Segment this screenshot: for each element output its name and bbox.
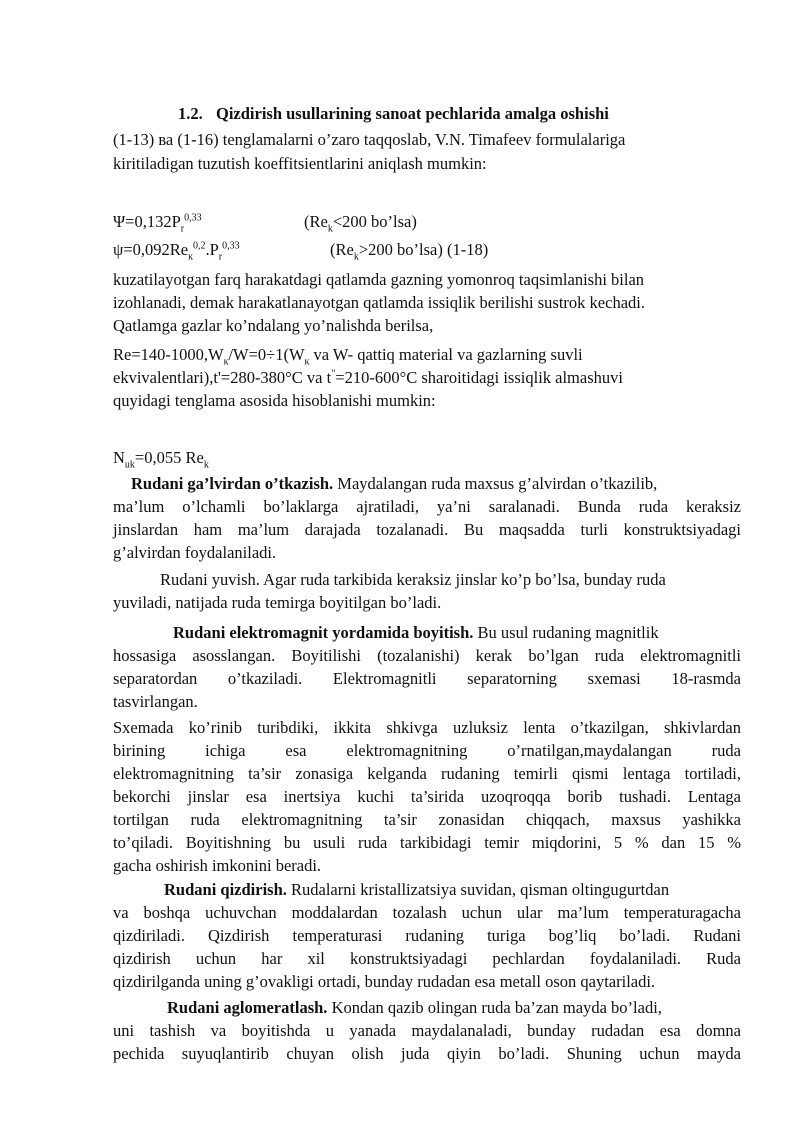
text-line: hossasiga asosslangan. Boyitilishi (tozalanishi) kerak bo’lgan ruda elektromagnitli bbox=[113, 646, 741, 665]
intro-line: kiritiladigan tuzutish koeffitsientlarini aniqlash mumkin: bbox=[113, 154, 487, 173]
formula-psi-2: $\psi=0,092Re_к^{0,2}.P_r^{0,33}$ ($Re_k>200$ bo’lsa) (1-18) bbox=[113, 240, 489, 263]
paragraph-magnetic: Rudani elektromagnit yordamida boyitish. Bu usul rudaning magnitlik bbox=[173, 623, 659, 642]
conditions-line: ekvivalentlari),t'=280-380°C va t"=210-600°C sharoitidagi issiqlik almashuvi bbox=[113, 368, 623, 387]
text-line: ma’lum o’lchamli bo’laklarga ajratiladi, ya’ni saralanadi. Bunda ruda keraksiz bbox=[113, 497, 741, 516]
text-line: va boshqa uchuvchan moddalardan tozalash uchun ular ma’lum temperaturagacha bbox=[113, 903, 741, 922]
text-line: birining ichiga esa elektromagnitning o’rnatilgan,maydalangan ruda bbox=[113, 741, 741, 760]
text-line: to’qiladi. Boyitishning bu usuli ruda tarkibidagi temir miqdorini, 5 % dan 15 % bbox=[113, 833, 741, 852]
intro-line: (1-13) ва (1-16) tenglamalarni o’zaro taqqoslab, V.N. Timafeev formulalariga bbox=[113, 130, 626, 149]
nusselt-formula: $N_{uk}=0,055$ $Re_k$ bbox=[113, 448, 209, 471]
paragraph-title: Rudani ga’lvirdan o’tkazish. bbox=[131, 474, 334, 493]
text-line: elektromagnitning ta’sir zonasiga kelganda rudaning temirli qismi lentaga tortiladi, bbox=[113, 764, 741, 783]
text-line: g’alvirdan foydalaniladi. bbox=[113, 543, 277, 562]
text-line: qizdirish uchun har xil konstruktsiyadagi pechlardan foydalaniladi. Ruda bbox=[113, 949, 741, 968]
text-line: tasvirlangan. bbox=[113, 692, 198, 711]
text-line: gacha oshirish imkonini beradi. bbox=[113, 856, 322, 875]
paragraph-title: Rudani aglomeratlash. bbox=[167, 998, 328, 1017]
paragraph-heating: Rudani qizdirish. Rudalarni kristallizatsiya suvidan, qisman oltingugurtdan bbox=[164, 880, 670, 899]
text-line: bekorchi jinslar esa inertsiya kuchi ta’sirida uzoqroqqa borib tushadi. Lentaga bbox=[113, 787, 741, 806]
text-line: separatordan o’tkaziladi. Elektromagnitli separatorning sxemasi 18-rasmda bbox=[113, 669, 741, 688]
text-line: kuzatilayotgan farq harakatdagi qatlamda gazning yomonroq taqsimlanishi bilan bbox=[113, 270, 645, 289]
paragraph-agglomeration: Rudani aglomeratlash. Kondan qazib olingan ruda ba’zan mayda bo’ladi, bbox=[167, 998, 662, 1017]
text-line: qizdiriladi. Qizdirish temperaturasi rudaning turiga bog’liq bo’ladi. Rudani bbox=[113, 926, 741, 945]
formula-psi-1: $\Psi=0,132P_r^{0,33}$ ($Re_k<200$ bo’lsa) bbox=[113, 212, 417, 235]
text-line: tortilgan ruda elektromagnitning ta’sir zonasidan chiqqach, maxsus yashikka bbox=[113, 810, 741, 829]
conditions-line: $Re=140-1000,W_к/W=0\div 1(W_к$ va W- qattiq material va gazlarning suvli bbox=[113, 345, 583, 368]
text-line: izohlanadi, demak harakatlanayotgan qatlamda issiqlik berilishi sustrok kechadi. bbox=[113, 293, 645, 312]
text-line: Qatlamga gazlar ko’ndalang yo’nalishda berilsa, bbox=[113, 316, 434, 335]
text-line: qizdirilganda uning g’ovakligi ortadi, bunday rudadan esa metall oson qaytariladi. bbox=[113, 972, 656, 991]
text-line: pechida suyuqlantirib chuyan olish juda qiyin bo’ladi. Shuning uchun mayda bbox=[113, 1044, 741, 1063]
paragraph-title: Rudani elektromagnit yordamida boyitish. bbox=[173, 623, 474, 642]
text-line: quyidagi tenglama asosida hisoblanishi mumkin: bbox=[113, 391, 436, 410]
section-title: Qizdirish usullarining sanoat pechlarida amalga oshishi bbox=[216, 104, 609, 123]
formula-condition: ($Re_k<200$ bo’lsa) bbox=[304, 212, 417, 235]
section-heading bbox=[178, 104, 609, 124]
text-line: jinslardan ham ma’lum darajada tozalanadi. Bu maqsadda turli konstruktsiyadagi bbox=[113, 520, 741, 539]
text-line: uni tashish va boyitishda u yanada maydalanaladi, bunday rudadan esa domna bbox=[113, 1021, 741, 1040]
text-line: Sxemada ko’rinib turibdiki, ikkita shkivga uzluksiz lenta o’tkazilgan, shkivlardan bbox=[113, 718, 741, 737]
text-line: Rudani yuvish. Agar ruda tarkibida keraksiz jinslar ko’p bo’lsa, bunday ruda bbox=[160, 570, 666, 589]
paragraph-sieving: Rudani ga’lvirdan o’tkazish. Maydalangan ruda maxsus g’alvirdan o’tkazilib, bbox=[131, 474, 658, 493]
paragraph-title: Rudani qizdirish. bbox=[164, 880, 287, 899]
section-number: 1.2. bbox=[178, 104, 203, 123]
formula-condition: ($Re_k>200$ bo’lsa) (1-18) bbox=[330, 240, 489, 263]
text-line: yuviladi, natijada ruda temirga boyitilgan bo’ladi. bbox=[113, 593, 442, 612]
